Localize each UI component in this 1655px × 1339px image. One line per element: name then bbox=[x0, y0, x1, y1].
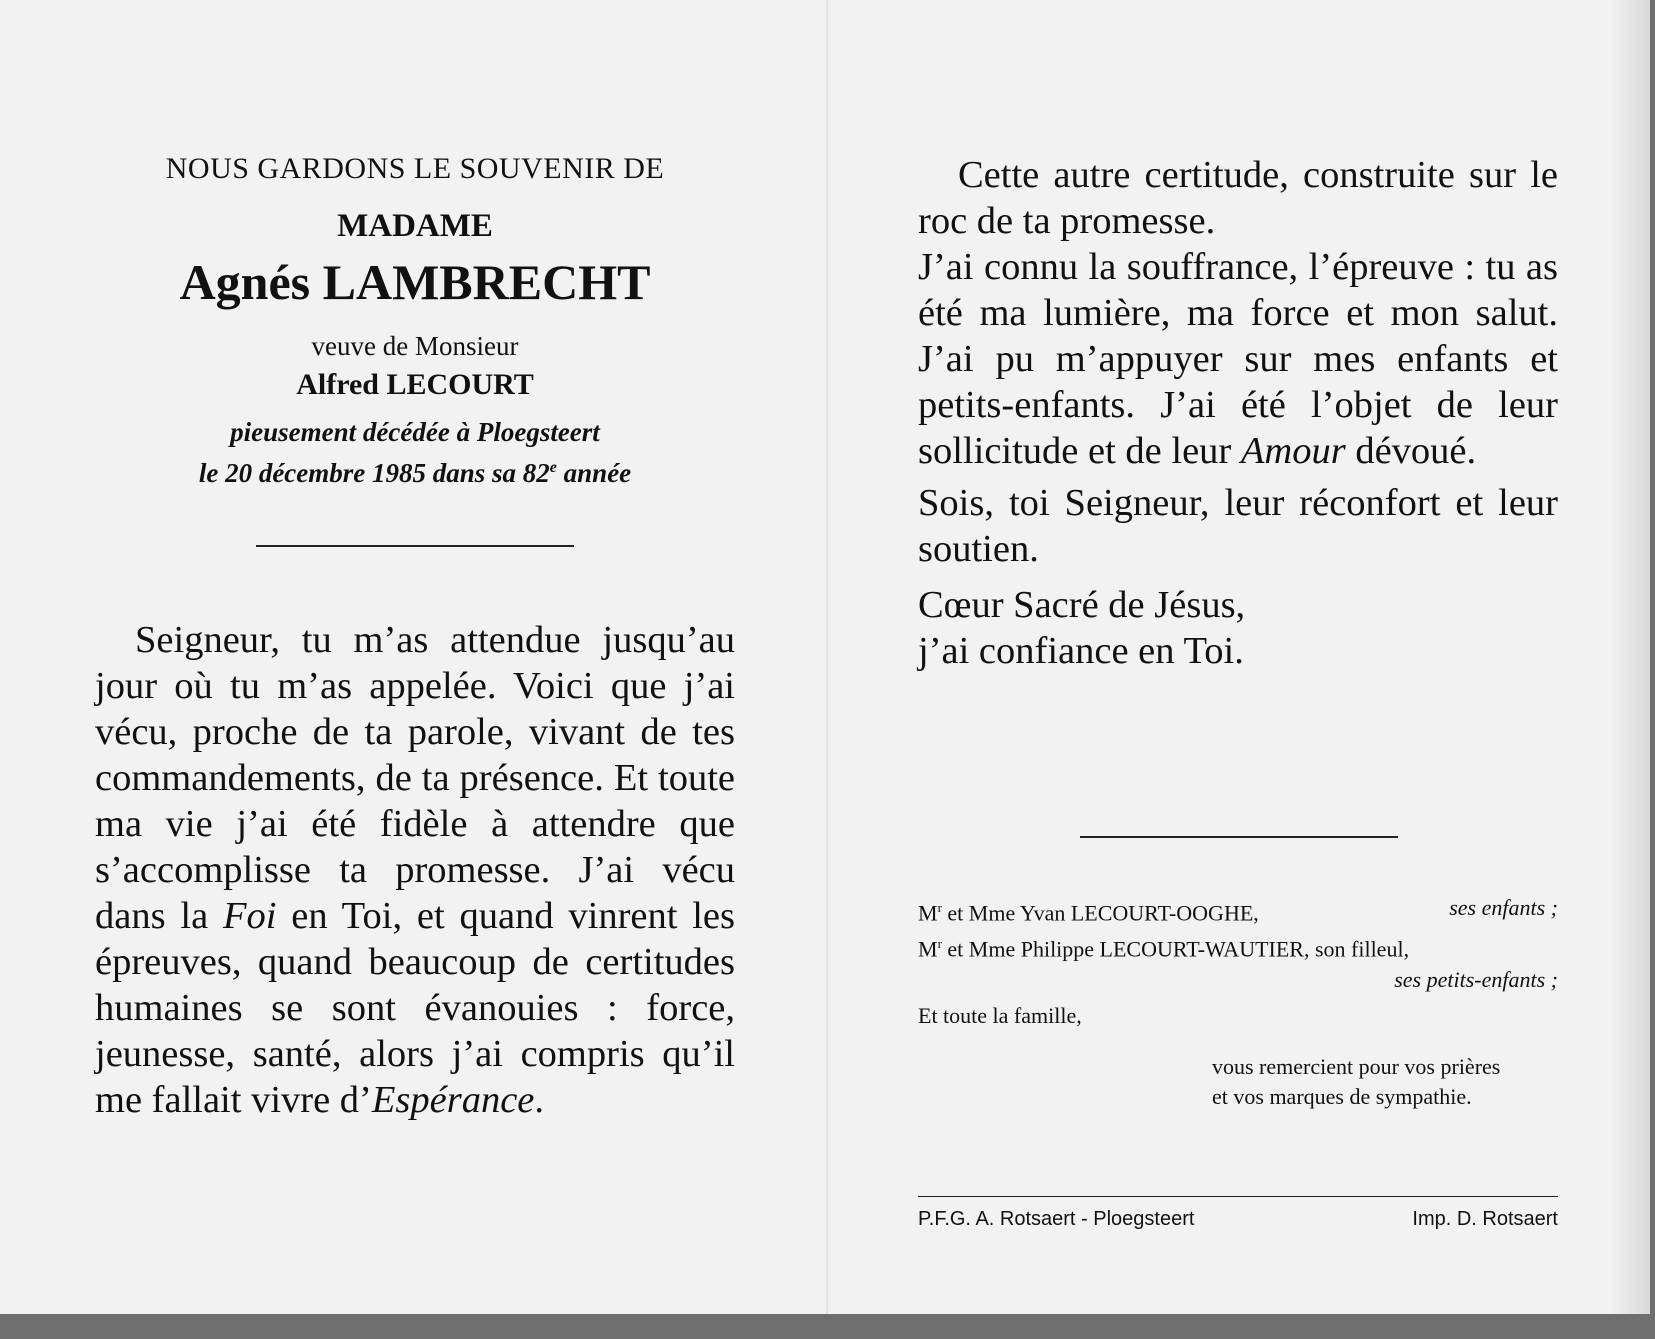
left-panel bbox=[95, 152, 735, 1123]
thanks-text: vous remercient pour vos prières et vos marques de sympathie. bbox=[1212, 1054, 1501, 1109]
closing-line-2: j’ai confiance en Toi. bbox=[918, 630, 1244, 672]
role-grandchildren: ses petits-enfants ; bbox=[1394, 967, 1558, 992]
family-row-all: Et toute la famille, bbox=[918, 1003, 1082, 1028]
family-row-grandchildren bbox=[918, 962, 1558, 998]
family-row-children: $M^r$ et Mme Yvan LECOURT-OOGHE, ses enfants ; bbox=[918, 890, 1558, 926]
prayer-paragraph-1: Cette autre certitude, construite sur le roc de ta promesse. bbox=[918, 154, 1558, 242]
prayer-text-left: Seigneur, tu m’as attendue jusqu’au jour où tu m’as appelée. Voici que j’ai vécu, proche de ta parole, vivant de tes commandements, de ta présence. Et toute ma vie j’ai été fidèle à attendre que s’accomplisse ta promesse. J’ai vécu dans la Foi en Toi, et quand vinrent les épreuves, quand beaucoup de certitudes humaines se sont évanouies : force, jeunesse, santé, alors j’ai compris qu’il me fallait vivre d’Espérance. bbox=[95, 619, 735, 1121]
deceased-name: Agnés LAMBRECHT bbox=[179, 254, 651, 310]
heading: NOUS GARDONS LE SOUVENIR DE bbox=[165, 152, 665, 185]
footer bbox=[918, 1208, 1558, 1231]
title: MADAME bbox=[337, 208, 493, 244]
card-fold bbox=[826, 0, 828, 1314]
death-notice bbox=[95, 414, 735, 491]
role-children: ses enfants ; bbox=[1449, 895, 1558, 920]
closing-line-1: Cœur Sacré de Jésus, bbox=[918, 584, 1246, 626]
right-panel bbox=[918, 152, 1558, 674]
family-row-godson: $M^r$ et Mme Philippe LECOURT-WAUTIER, son filleul, bbox=[918, 936, 1410, 962]
death-line-2: le 20 décembre 1985 dans sa 82e année bbox=[198, 458, 632, 488]
printer: Imp. D. Rotsaert bbox=[1412, 1208, 1558, 1230]
prayer-paragraph-3: Sois, toi Seigneur, leur réconfort et leur soutien. bbox=[918, 482, 1558, 570]
prayer-paragraph-2: J’ai connu la souffrance, l’épreuve : tu as été ma lumière, ma force et mon salut. J’ai pu m’appuyer sur mes enfants et petits-enfants. J’ai été l’objet de leur sollicitude et de leur Amour dévoué. bbox=[918, 246, 1558, 472]
prayer-text-right bbox=[918, 152, 1558, 674]
death-line-1: pieusement décédée à Ploegsteert bbox=[230, 417, 600, 447]
widow-of: veuve de Monsieur bbox=[311, 331, 519, 361]
funeral-home: P.F.G. A. Rotsaert - Ploegsteert bbox=[918, 1208, 1195, 1230]
divider-line bbox=[256, 545, 574, 547]
card-edge-shadow bbox=[1610, 0, 1650, 1314]
family-list bbox=[918, 890, 1558, 1034]
footer-rule bbox=[918, 1196, 1558, 1197]
husband-name: Alfred LECOURT bbox=[296, 368, 534, 401]
divider-line-right bbox=[1080, 836, 1398, 838]
